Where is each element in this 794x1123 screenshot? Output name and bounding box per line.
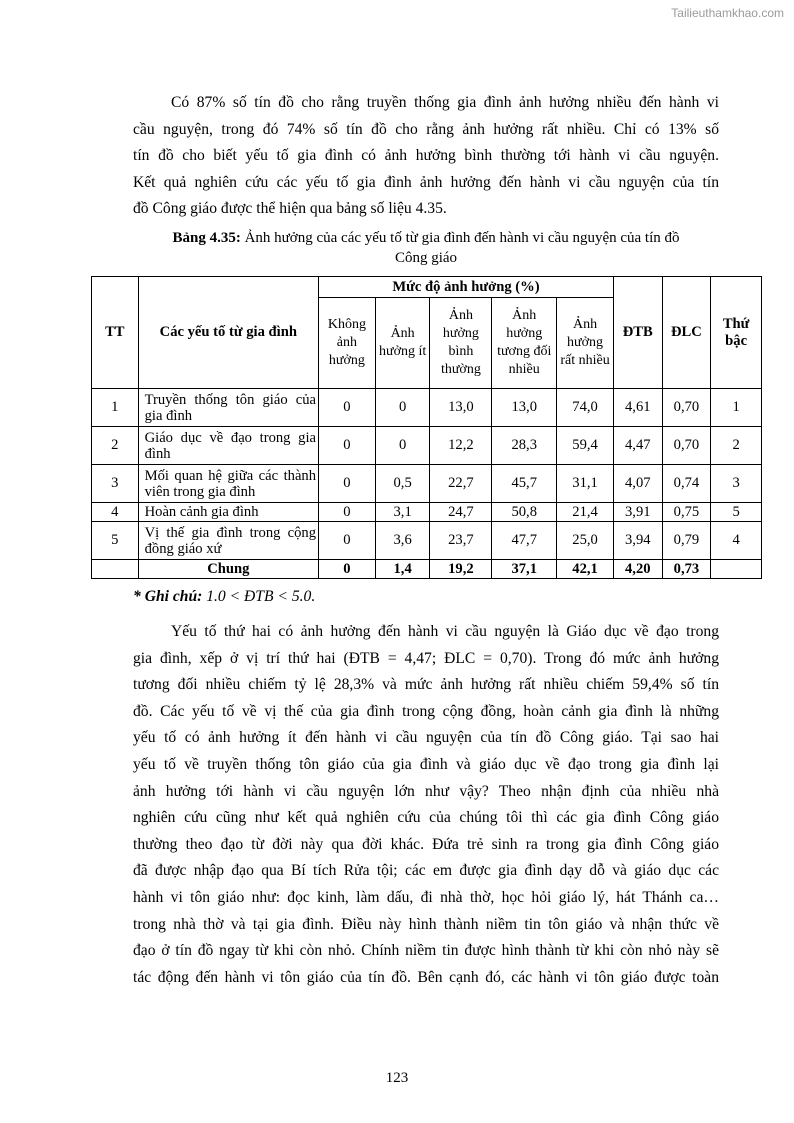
paragraph-line: Kết quả nghiên cứu các yếu tố gia đình ảnh hưởng đến hành vi cầu nguyện của tín	[133, 173, 719, 191]
paragraph-line: nghiên cứu cũng như kết quả nghiên cứu của chúng tôi thì các gia đình Công giáo	[133, 809, 719, 827]
cell-value: 0	[319, 503, 376, 522]
cell-rank	[711, 560, 762, 579]
cell-value: 13,0	[430, 389, 492, 427]
paragraph-line: trong nhà thờ và tại gia đình. Điều này hình thành niềm tin tôn giáo và nhận thức về	[133, 915, 719, 933]
paragraph-line: đạo ở tín đồ ngay từ khi còn nhỏ. Chính niềm tin được hình thành từ khi còn nhỏ này sẽ	[133, 942, 719, 960]
cell-rank: 2	[711, 427, 762, 465]
paragraph-line: thường theo đạo từ đời này qua đời khác. Đứa trẻ sinh ra trong gia đình Công giáo	[133, 835, 719, 853]
cell-value: 22,7	[430, 465, 492, 503]
cell-total-label: Chung	[138, 560, 318, 579]
cell-value: 0	[319, 465, 376, 503]
header-level: Ảnh hưởng tương đối nhiều	[492, 298, 557, 389]
cell-dtb: 3,94	[613, 522, 662, 560]
cell-value: 31,1	[557, 465, 614, 503]
cell-dlc: 0,79	[662, 522, 711, 560]
paragraph-analysis	[133, 619, 719, 991]
note-label: * Ghi chú:	[133, 588, 203, 605]
cell-rank: 5	[711, 503, 762, 522]
cell-dlc: 0,70	[662, 389, 711, 427]
paragraph-line: Có 87% số tín đồ cho rằng truyền thống gia đình ảnh hưởng nhiều đến hành vi	[171, 94, 719, 111]
header-level: Ảnh hưởng ít	[375, 298, 430, 389]
cell-tt: 5	[92, 522, 139, 560]
cell-value: 0	[319, 389, 376, 427]
cell-value: 21,4	[557, 503, 614, 522]
paragraph-line: gia đình, xếp ở vị trí thứ hai (ĐTB = 4,47; ĐLC = 0,70). Trong đó mức ảnh hưởng	[133, 649, 719, 667]
paragraph-line: tương đối nhiều chiếm tỷ lệ 28,3% và mức ảnh hưởng rất nhiều chiếm 59,4% số tín	[133, 676, 719, 694]
cell-value: 0	[375, 427, 430, 465]
table-row	[92, 522, 762, 560]
table-row	[92, 465, 762, 503]
cell-value: 37,1	[492, 560, 557, 579]
watermark: Tailieuthamkhao.com	[671, 6, 784, 20]
factor-label: Vị thế gia đình trong cộng đồng giáo xứ	[144, 524, 317, 557]
header-factor: Các yếu tố từ gia đình	[138, 277, 318, 389]
cell-factor	[138, 465, 318, 503]
factor-label: Giáo dục về đạo trong gia đình	[144, 429, 317, 462]
cell-tt: 2	[92, 427, 139, 465]
cell-value: 0,5	[375, 465, 430, 503]
header-tt: TT	[92, 277, 139, 389]
cell-rank: 1	[711, 389, 762, 427]
table-note	[133, 588, 315, 606]
cell-factor	[138, 427, 318, 465]
header-level: Ảnh hưởng bình thường	[430, 298, 492, 389]
cell-dtb: 4,61	[613, 389, 662, 427]
cell-value: 3,6	[375, 522, 430, 560]
cell-dtb: 4,47	[613, 427, 662, 465]
factor-label: Hoàn cảnh gia đình	[144, 504, 259, 520]
paragraph-line: yếu tố về truyền thống tôn giáo của gia đình và giáo dục về đạo trong gia đình lại	[133, 755, 719, 773]
cell-value: 0	[319, 427, 376, 465]
cell-dlc: 0,73	[662, 560, 711, 579]
paragraph-line: đồ Công giáo được thể hiện qua bảng số liệu 4.35.	[133, 200, 447, 218]
table-row	[92, 503, 762, 522]
cell-dtb: 4,20	[613, 560, 662, 579]
table-total-row	[92, 560, 762, 579]
header-dtb: ĐTB	[613, 277, 662, 389]
cell-value: 0	[319, 560, 376, 579]
header-level: Không ảnh hưởng	[319, 298, 376, 389]
cell-tt: 1	[92, 389, 139, 427]
cell-dlc: 0,74	[662, 465, 711, 503]
page-number: 123	[385, 1070, 409, 1086]
cell-value: 12,2	[430, 427, 492, 465]
cell-tt: 4	[92, 503, 139, 522]
cell-value: 25,0	[557, 522, 614, 560]
cell-tt: 3	[92, 465, 139, 503]
caption-label: Bảng 4.35:	[172, 230, 241, 246]
table-caption	[90, 228, 762, 268]
cell-tt	[92, 560, 139, 579]
cell-dlc: 0,75	[662, 503, 711, 522]
paragraph-line: đã được nhập đạo qua Bí tích Rửa tội; các em được gia đình dạy dỗ và giáo dục các	[133, 862, 719, 880]
cell-value: 0	[375, 389, 430, 427]
paragraph-intro	[133, 90, 719, 223]
cell-value: 0	[319, 522, 376, 560]
cell-value: 13,0	[492, 389, 557, 427]
paragraph-line: ảnh hưởng tới hành vi cầu nguyện lớn như vậy? Theo nhận định của nhiều nhà	[133, 782, 719, 800]
cell-value: 23,7	[430, 522, 492, 560]
cell-value: 59,4	[557, 427, 614, 465]
cell-value: 1,4	[375, 560, 430, 579]
paragraph-line: Yếu tố thứ hai có ảnh hưởng đến hành vi cầu nguyện là Giáo dục về đạo trong	[171, 623, 719, 640]
cell-value: 19,2	[430, 560, 492, 579]
cell-factor	[138, 503, 318, 522]
cell-dlc: 0,70	[662, 427, 711, 465]
cell-value: 24,7	[430, 503, 492, 522]
header-dlc: ĐLC	[662, 277, 711, 389]
cell-rank: 4	[711, 522, 762, 560]
caption-text: Ảnh hưởng của các yếu tố từ gia đình đến hành vi cầu nguyện của tín đồ	[244, 230, 680, 246]
cell-value: 50,8	[492, 503, 557, 522]
cell-value: 74,0	[557, 389, 614, 427]
paragraph-line: tín đồ cho biết yếu tố gia đình có ảnh hưởng bình thường tới hành vi cầu nguyện.	[133, 147, 719, 165]
header-level: Ảnh hưởng rất nhiều	[557, 298, 614, 389]
cell-dtb: 3,91	[613, 503, 662, 522]
cell-value: 42,1	[557, 560, 614, 579]
caption-text-line2: Công giáo	[394, 250, 458, 266]
header-rank: Thứ bậc	[711, 277, 762, 389]
paragraph-line: hành vi tôn giáo như: đọc kinh, làm dấu, đi nhà thờ, học hỏi giáo lý, hát Thánh ca…	[133, 888, 719, 906]
paragraph-line: yếu tố có ảnh hưởng ít đến hành vi cầu nguyện của tín đồ Công giáo. Tại sao hai	[133, 729, 719, 747]
influence-table	[91, 276, 762, 579]
cell-factor	[138, 389, 318, 427]
paragraph-line: đồ. Các yếu tố về vị thế của gia đình trong cộng đồng, hoàn cảnh gia đình là những	[133, 702, 719, 720]
factor-label: Mối quan hệ giữa các thành viên trong gia đình	[144, 467, 317, 500]
table-row	[92, 427, 762, 465]
cell-value: 45,7	[492, 465, 557, 503]
factor-label: Truyền thống tôn giáo của gia đình	[144, 391, 317, 424]
cell-value: 47,7	[492, 522, 557, 560]
cell-value: 3,1	[375, 503, 430, 522]
cell-value: 28,3	[492, 427, 557, 465]
note-text: 1.0 < ĐTB < 5.0.	[206, 588, 316, 605]
paragraph-line: tác động đến hành vi tôn giáo của tín đồ. Bên cạnh đó, các hành vi tôn giáo được toàn	[133, 968, 719, 986]
cell-factor	[138, 522, 318, 560]
header-influence-level: Mức độ ảnh hưởng (%)	[319, 277, 614, 298]
paragraph-line: cầu nguyện, trong đó 74% số tín đồ cho rằng ảnh hưởng rất nhiều. Chỉ có 13% số	[133, 120, 719, 138]
cell-dtb: 4,07	[613, 465, 662, 503]
table-row	[92, 389, 762, 427]
cell-rank: 3	[711, 465, 762, 503]
